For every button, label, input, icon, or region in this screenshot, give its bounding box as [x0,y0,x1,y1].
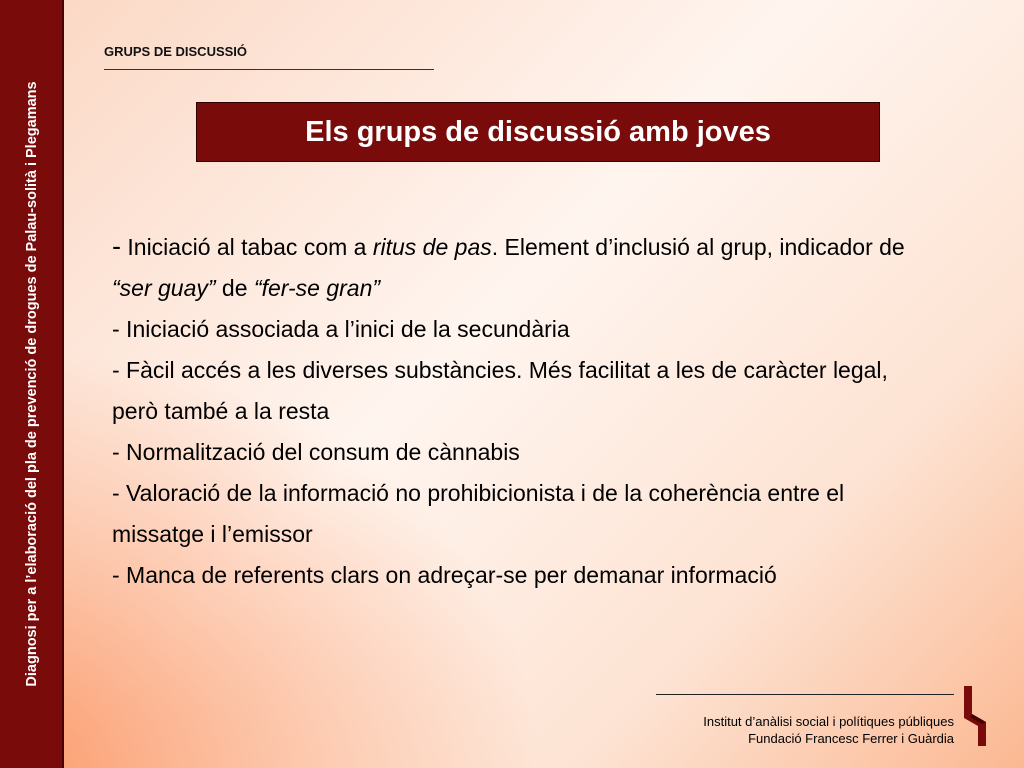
list-item [112,226,932,309]
list-item: - Iniciació associada a l’inici de la secundària [112,316,570,342]
footer-credits [703,713,954,747]
institute-logo-icon [958,684,992,748]
list-item: - Manca de referents clars on adreçar-se per demanar informació [112,562,777,588]
footer-foundation: Fundació Francesc Ferrer i Guàrdia [748,731,954,746]
list-item: - Fàcil accés a les diverses substàncies. Més facilitat a les de caràcter legal, però també a la resta [112,357,888,424]
list-item: - Normalització del consum de cànnabis [112,439,520,465]
sidebar [0,0,64,768]
slide-title: Els grups de discussió amb joves [305,115,771,148]
list-item-text: de [215,275,254,301]
list-item-dash: - [112,231,121,261]
list-item-emphasis: ritus de pas [372,234,492,260]
section-label: GRUPS DE DISCUSSIÓ [104,44,248,59]
footer-divider [656,694,954,695]
list-item-emphasis: “ser guay” [112,275,216,301]
slide-title-box [196,102,880,162]
sidebar-title: Diagnosi per a l’elaboració del pla de prevenció de drogues de Palau-solità i Plegamans [24,81,40,687]
footer-institute: Institut d’anàlisi social i polítiques públiques [703,714,954,729]
section-divider [104,69,434,70]
list-item-text: . Element d’inclusió al grup, indicador de [491,234,905,260]
list-item: - Valoració de la informació no prohibicionista i de la coherència entre el missatge i l’emissor [112,480,845,547]
content-list [112,226,932,596]
list-item-emphasis: “fer-se gran” [253,275,381,301]
list-item-text: Iniciació al tabac com a [121,234,373,260]
